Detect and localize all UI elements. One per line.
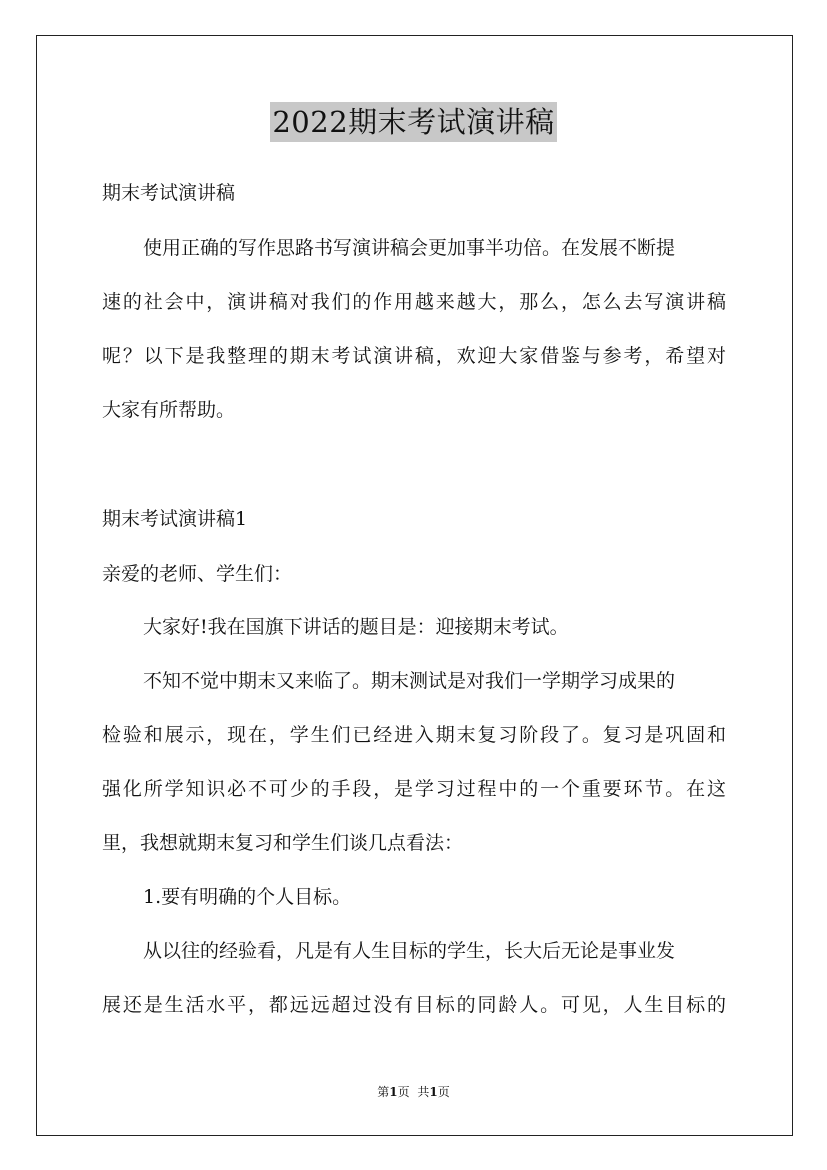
footer-page-suffix: 页: [397, 1085, 410, 1099]
subtitle-line: 期末考试演讲稿: [102, 182, 236, 204]
page-footer: [0, 1084, 827, 1100]
body-paragraph-line: 强化所学知识必不可少的手段，是学习过程中的一个重要环节。在这: [102, 778, 726, 800]
footer-page-prefix: 第: [377, 1085, 390, 1099]
body-paragraph-line: 检验和展示，现在，学生们已经进入期末复习阶段了。复习是巩固和: [102, 724, 726, 746]
intro-paragraph-line: 呢？以下是我整理的期末考试演讲稿，欢迎大家借鉴与参考，希望对: [102, 345, 726, 367]
salutation-line: 亲爱的老师、学生们：: [102, 563, 293, 585]
body-paragraph-line: 展还是生活水平，都远远超过没有目标的同龄人。可见，人生目标的: [102, 994, 726, 1016]
footer-total-suffix: 页: [437, 1085, 450, 1099]
intro-paragraph-line: 速的社会中，演讲稿对我们的作用越来越大，那么，怎么去写演讲稿: [102, 291, 726, 313]
document-title: 2022期末考试演讲稿: [270, 102, 556, 142]
body-paragraph-line: 从以往的经验看，凡是有人生目标的学生，长大后无论是事业发: [143, 940, 676, 962]
intro-paragraph-line: 大家有所帮助。: [102, 399, 236, 421]
body-paragraph-line: 不知不觉中期末又来临了。期末测试是对我们一学期学习成果的: [143, 670, 676, 692]
greeting-line: 大家好!我在国旗下讲话的题目是：迎接期末考试。: [143, 616, 569, 638]
footer-total-prefix: 共: [417, 1085, 430, 1099]
footer-total-number: 1: [429, 1085, 438, 1099]
title-container: [0, 102, 827, 142]
footer-page-number: 1: [389, 1085, 398, 1099]
section-heading: 期末考试演讲稿1: [102, 508, 248, 530]
list-item-line: 1.要有明确的个人目标。: [143, 886, 352, 908]
intro-paragraph-line: 使用正确的写作思路书写演讲稿会更加事半功倍。在发展不断提: [143, 237, 676, 259]
body-paragraph-line: 里，我想就期末复习和学生们谈几点看法：: [102, 832, 464, 854]
